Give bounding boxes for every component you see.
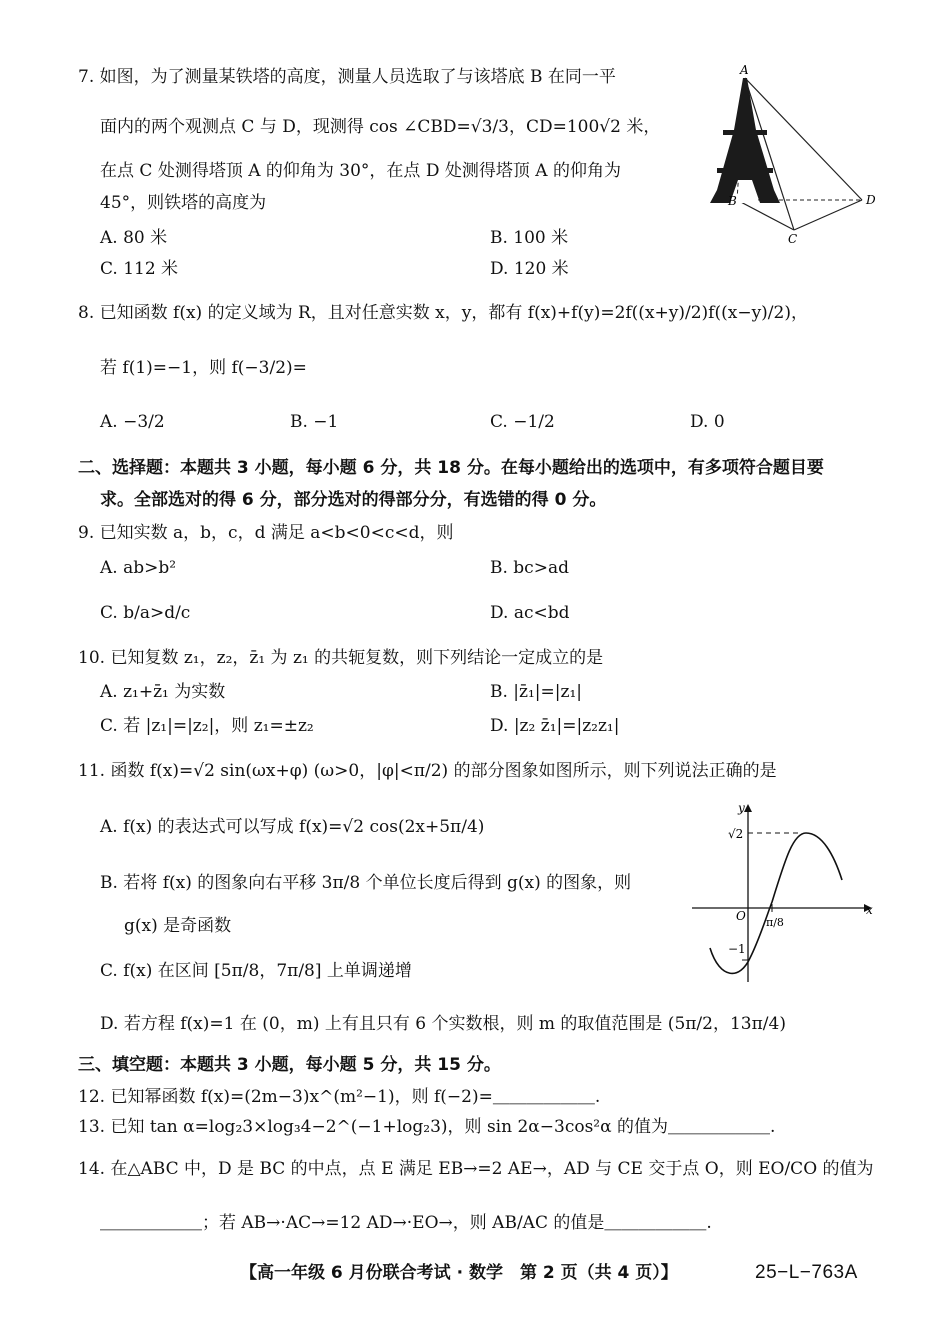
- q7-option-d: D. 120 米: [490, 259, 569, 279]
- q10-option-a: A. z₁+z̄₁ 为实数: [100, 682, 226, 702]
- graph-pi8: π/8: [766, 916, 784, 929]
- q7-option-a: A. 80 米: [100, 228, 168, 248]
- q7-option-b: B. 100 米: [490, 228, 569, 248]
- q7-line2: 面内的两个观测点 C 与 D，现测得 cos ∠CBD=√3/3，CD=100√2 米，: [100, 117, 661, 137]
- q11-option-b-line2: g(x) 是奇函数: [124, 916, 232, 936]
- q13-text: 13. 已知 tan α=log₂3×log₃4−2^(−1+log₂3)，则 sin 2α−3cos²α 的值为＿＿＿＿＿＿.: [78, 1117, 776, 1137]
- q8-option-a: A. −3/2: [100, 412, 165, 432]
- q7-option-c: C. 112 米: [100, 259, 179, 279]
- q8-option-b: B. −1: [290, 412, 339, 432]
- q11-option-b-line1: B. 若将 f(x) 的图象向右平移 3π/8 个单位长度后得到 g(x) 的图象，则: [100, 873, 632, 893]
- q9-stem: 9. 已知实数 a，b，c，d 满足 a<b<0<c<d，则: [78, 523, 454, 543]
- q8-option-c: C. −1/2: [490, 412, 555, 432]
- q8-line2: 若 f(1)=−1，则 f(−3/2)=: [100, 358, 307, 378]
- q7-line1: 7. 如图，为了测量某铁塔的高度，测量人员选取了与该塔底 B 在同一平: [78, 67, 616, 87]
- section3-title: 三、填空题：本题共 3 小题，每小题 5 分，共 15 分。: [78, 1055, 501, 1075]
- q7-line4: 45°，则铁塔的高度为: [100, 193, 267, 213]
- label-b: B: [728, 194, 737, 208]
- section2-line2: 求。全部选对的得 6 分，部分选对的得部分分，有选错的得 0 分。: [100, 490, 607, 510]
- q10-option-b: B. |z̄₁|=|z₁|: [490, 682, 582, 702]
- q10-stem: 10. 已知复数 z₁，z₂，z̄₁ 为 z₁ 的共轭复数，则下列结论一定成立的是: [78, 648, 604, 668]
- q10-option-d: D. |z₂ z̄₁|=|z₂z₁|: [490, 716, 620, 736]
- footer-title: 【高一年级 6 月份联合考试 · 数学 第 2 页（共 4 页）】: [240, 1263, 678, 1283]
- q11-option-a: A. f(x) 的表达式可以写成 f(x)=√2 cos(2x+5π/4): [100, 817, 485, 837]
- sine-graph: [690, 800, 880, 985]
- q8-option-d: D. 0: [690, 412, 725, 432]
- q14-line2: ＿＿＿＿＿＿；若 AB→·AC→=12 AD→·EO→，则 AB/AC 的值是＿＿＿＿＿＿.: [100, 1213, 712, 1233]
- graph-minus1: −1: [728, 942, 746, 956]
- q7-line3: 在点 C 处测得塔顶 A 的仰角为 30°，在点 D 处测得塔顶 A 的仰角为: [100, 161, 621, 181]
- section2-line1: 二、选择题：本题共 3 小题，每小题 6 分，共 18 分。在每小题给出的选项中，有多项符合题目要: [78, 458, 824, 478]
- q9-option-a: A. ab>b²: [100, 558, 177, 578]
- tower-figure: [690, 60, 890, 250]
- q11-stem: 11. 函数 f(x)=√2 sin(ωx+φ) (ω>0，|φ|<π/2) 的部分图象如图所示，则下列说法正确的是: [78, 761, 777, 781]
- q8-line1: 8. 已知函数 f(x) 的定义域为 R，且对任意实数 x，y，都有 f(x)+f(y)=2f((x+y)/2)f((x−y)/2)，: [78, 303, 808, 323]
- graph-sqrt2: √2: [728, 827, 744, 841]
- q11-option-d: D. 若方程 f(x)=1 在 (0，m) 上有且只有 6 个实数根，则 m 的取值范围是 (5π/2，13π/4): [100, 1014, 786, 1034]
- graph-x-label: x: [866, 903, 873, 917]
- q9-option-c: C. b/a>d/c: [100, 603, 191, 623]
- q9-option-d: D. ac<bd: [490, 603, 570, 623]
- q10-option-c: C. 若 |z₁|=|z₂|，则 z₁=±z₂: [100, 716, 314, 736]
- graph-origin: O: [736, 909, 746, 923]
- graph-y-label: y: [738, 801, 745, 815]
- q14-line1: 14. 在△ABC 中，D 是 BC 的中点，点 E 满足 EB→=2 AE→，AD 与 CE 交于点 O，则 EO/CO 的值为: [78, 1159, 874, 1179]
- label-d: D: [866, 193, 876, 207]
- q9-option-b: B. bc>ad: [490, 558, 569, 578]
- q12-text: 12. 已知幂函数 f(x)=(2m−3)x^(m²−1)，则 f(−2)=＿＿＿＿＿＿.: [78, 1087, 601, 1107]
- label-a: A: [740, 63, 749, 77]
- q11-option-c: C. f(x) 在区间 [5π/8，7π/8] 上单调递增: [100, 961, 412, 981]
- label-c: C: [788, 232, 798, 246]
- footer-code: 25−L−763A: [755, 1262, 858, 1283]
